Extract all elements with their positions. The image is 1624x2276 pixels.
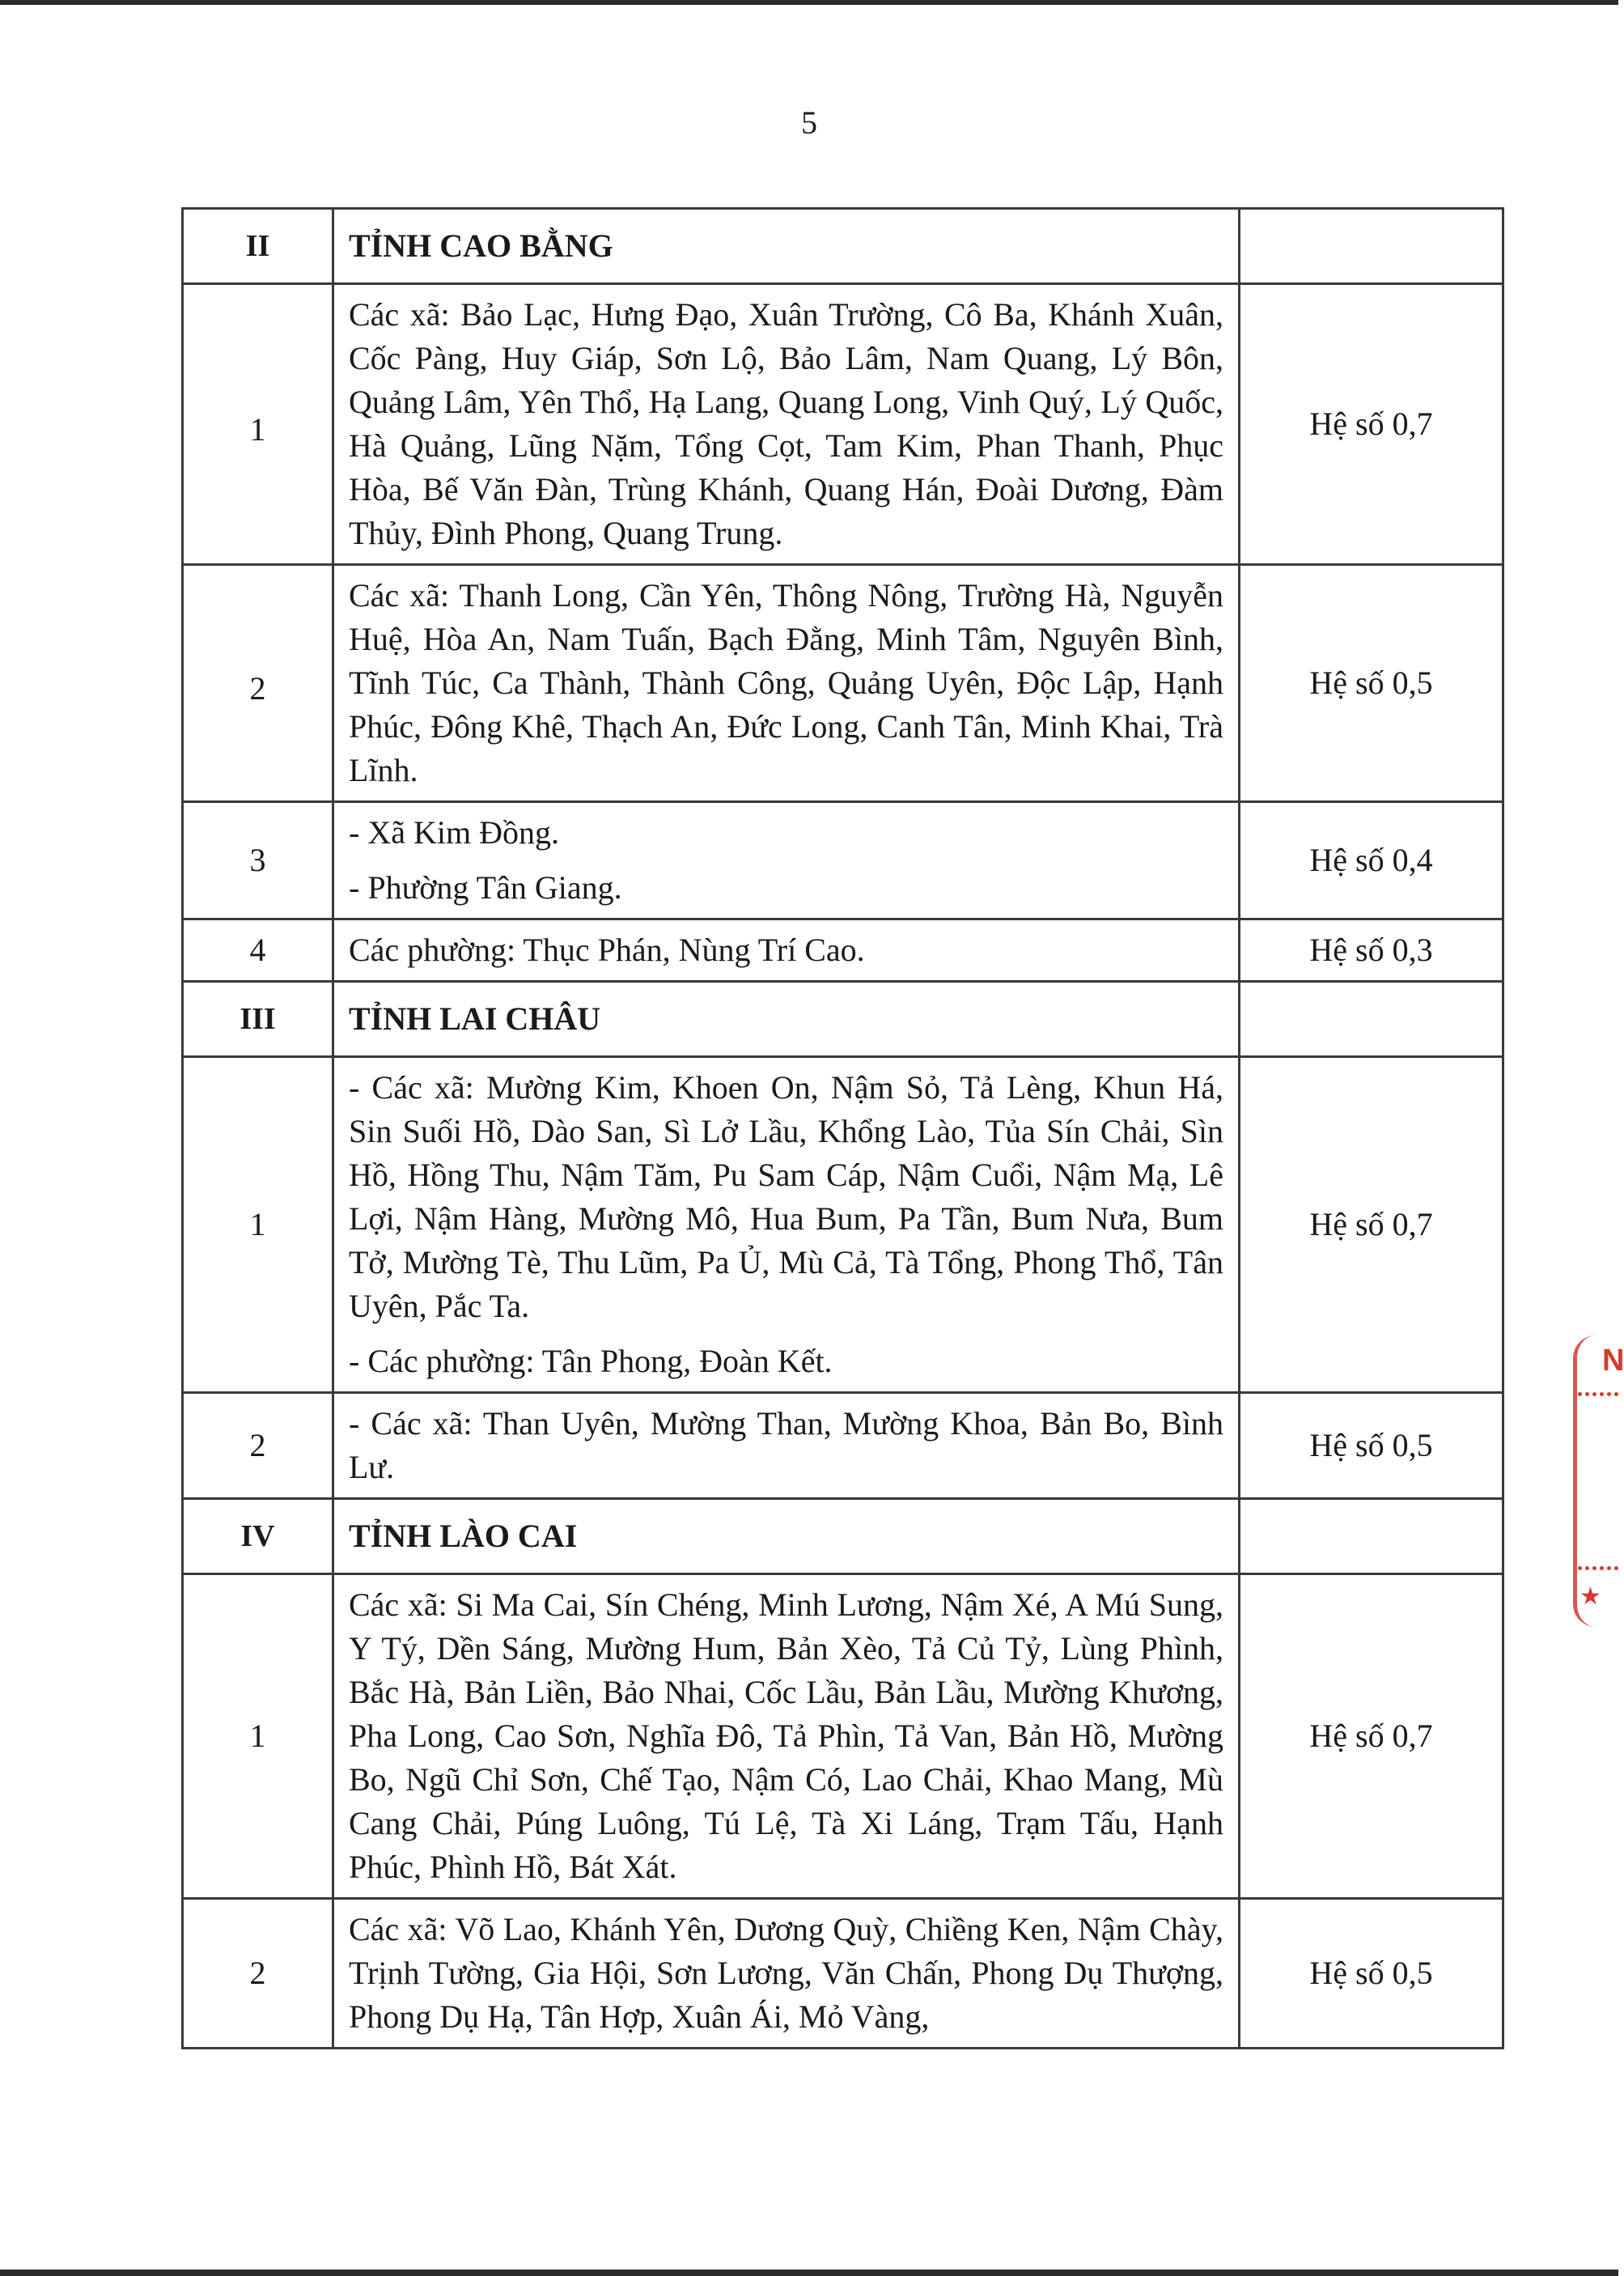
coefficient: Hệ số 0,7 xyxy=(1240,1057,1503,1393)
row-number: 2 xyxy=(183,565,333,802)
seal-star-icon: ★ xyxy=(1579,1582,1601,1611)
province-title: TỈNH LAI CHÂU xyxy=(333,982,1240,1057)
table-row xyxy=(183,1574,1503,1899)
commune-list xyxy=(333,802,1240,919)
table-row-section xyxy=(183,209,1503,284)
table-row xyxy=(183,565,1503,802)
row-number: 1 xyxy=(183,284,333,565)
page-number: 5 xyxy=(801,104,817,141)
commune-list xyxy=(333,1057,1240,1393)
coefficient: Hệ số 0,5 xyxy=(1240,1393,1503,1499)
row-number: 2 xyxy=(183,1899,333,2049)
row-number: 1 xyxy=(183,1057,333,1393)
table-row-section xyxy=(183,1499,1503,1574)
coefficient: Hệ số 0,7 xyxy=(1240,1574,1503,1899)
list-item: - Các phường: Tân Phong, Đoàn Kết. xyxy=(349,1343,833,1379)
row-number: 2 xyxy=(183,1393,333,1499)
table-row xyxy=(183,1057,1503,1393)
table-row xyxy=(183,802,1503,919)
commune-list: Các xã: Si Ma Cai, Sín Chéng, Minh Lương, Nậm Xé, A Mú Sung, Y Tý, Dền Sáng, Mường Hum, Bản Xèo, Tả Củ Tỷ, Lùng Phình, Bắc Hà, Bản Liền, Bảo Nhai, Cốc Lầu, Bản Lầu, Mường Khương, Pha Long, Cao Sơn, Nghĩa Đô, Tả Phìn, Tả Van, Bản Hồ, Mường Bo, Ngũ Chỉ Sơn, Chế Tạo, Nậm Có, Lao Chải, Khao Mang, Mù Cang Chải, Púng Luông, Tú Lệ, Tà Xi Láng, Trạm Tấu, Hạnh Phúc, Phình Hồ, Bát Xát. xyxy=(333,1574,1240,1899)
table-row xyxy=(183,1393,1503,1499)
province-title: TỈNH CAO BẰNG xyxy=(333,209,1240,284)
row-number: III xyxy=(183,982,333,1057)
coefficient xyxy=(1240,982,1503,1057)
row-number: IV xyxy=(183,1499,333,1574)
row-number: 3 xyxy=(183,802,333,919)
table-row xyxy=(183,919,1503,982)
commune-list: Các xã: Võ Lao, Khánh Yên, Dương Quỳ, Chiềng Ken, Nậm Chày, Trịnh Tường, Gia Hội, Sơn Lương, Văn Chấn, Phong Dụ Thượng, Phong Dụ Hạ, Tân Hợp, Xuân Ái, Mỏ Vàng, xyxy=(333,1899,1240,2049)
table-row xyxy=(183,1899,1503,2049)
commune-list: - Các xã: Than Uyên, Mường Than, Mường Khoa, Bản Bo, Bình Lư. xyxy=(333,1393,1240,1499)
table-row xyxy=(183,284,1503,565)
coefficient: Hệ số 0,5 xyxy=(1240,565,1503,802)
coefficient: Hệ số 0,3 xyxy=(1240,919,1503,982)
row-number: 4 xyxy=(183,919,333,982)
coefficient-table xyxy=(181,207,1504,2049)
scan-edge-bottom xyxy=(0,2270,1618,2276)
province-title: TỈNH LÀO CAI xyxy=(333,1499,1240,1574)
row-number: 1 xyxy=(183,1574,333,1899)
commune-list: Các xã: Thanh Long, Cần Yên, Thông Nông, Trường Hà, Nguyễn Huệ, Hòa An, Nam Tuấn, Bạch Đằng, Minh Tâm, Nguyên Bình, Tĩnh Túc, Ca Thành, Thành Công, Quảng Uyên, Độc Lập, Hạnh Phúc, Đông Khê, Thạch An, Đức Long, Canh Tân, Minh Khai, Trà Lĩnh. xyxy=(333,565,1240,802)
commune-list: Các xã: Bảo Lạc, Hưng Đạo, Xuân Trường, Cô Ba, Khánh Xuân, Cốc Pàng, Huy Giáp, Sơn Lộ, Bảo Lâm, Nam Quang, Lý Bôn, Quảng Lâm, Yên Thổ, Hạ Lang, Quang Long, Vinh Quý, Lý Quốc, Hà Quảng, Lũng Nặm, Tổng Cọt, Tam Kim, Phan Thanh, Phục Hòa, Bế Văn Đàn, Trùng Khánh, Quang Hán, Đoài Dương, Đàm Thủy, Đình Phong, Quang Trung. xyxy=(333,284,1240,565)
table-row-section xyxy=(183,982,1503,1057)
coefficient xyxy=(1240,209,1503,284)
coefficient: Hệ số 0,7 xyxy=(1240,284,1503,565)
list-item: - Phường Tân Giang. xyxy=(349,869,622,906)
row-number: II xyxy=(183,209,333,284)
scan-edge-top xyxy=(0,0,1618,5)
commune-list: Các phường: Thục Phán, Nùng Trí Cao. xyxy=(333,919,1240,982)
list-item: - Xã Kim Đồng. xyxy=(349,814,559,851)
coefficient xyxy=(1240,1499,1503,1574)
seal-letter: N xyxy=(1602,1344,1624,1378)
coefficient: Hệ số 0,5 xyxy=(1240,1899,1503,2049)
coefficient: Hệ số 0,4 xyxy=(1240,802,1503,919)
list-item: - Các xã: Mường Kim, Khoen On, Nậm Sỏ, Tả Lèng, Khun Há, Sin Suối Hồ, Dào San, Sì Lở Lầu, Khổng Lào, Tủa Sín Chải, Sìn Hồ, Hồng Thu, Nậm Tăm, Pu Sam Cáp, Nậm Cuổi, Nậm Mạ, Lê Lợi, Nậm Hàng, Mường Mô, Hua Bum, Pa Tần, Bum Nưa, Bum Tở, Mường Tè, Thu Lũm, Pa Ủ, Mù Cả, Tà Tổng, Phong Thổ, Tân Uyên, Pắc Ta. xyxy=(349,1069,1223,1324)
seal-ring-decoration xyxy=(1578,1392,1618,1570)
